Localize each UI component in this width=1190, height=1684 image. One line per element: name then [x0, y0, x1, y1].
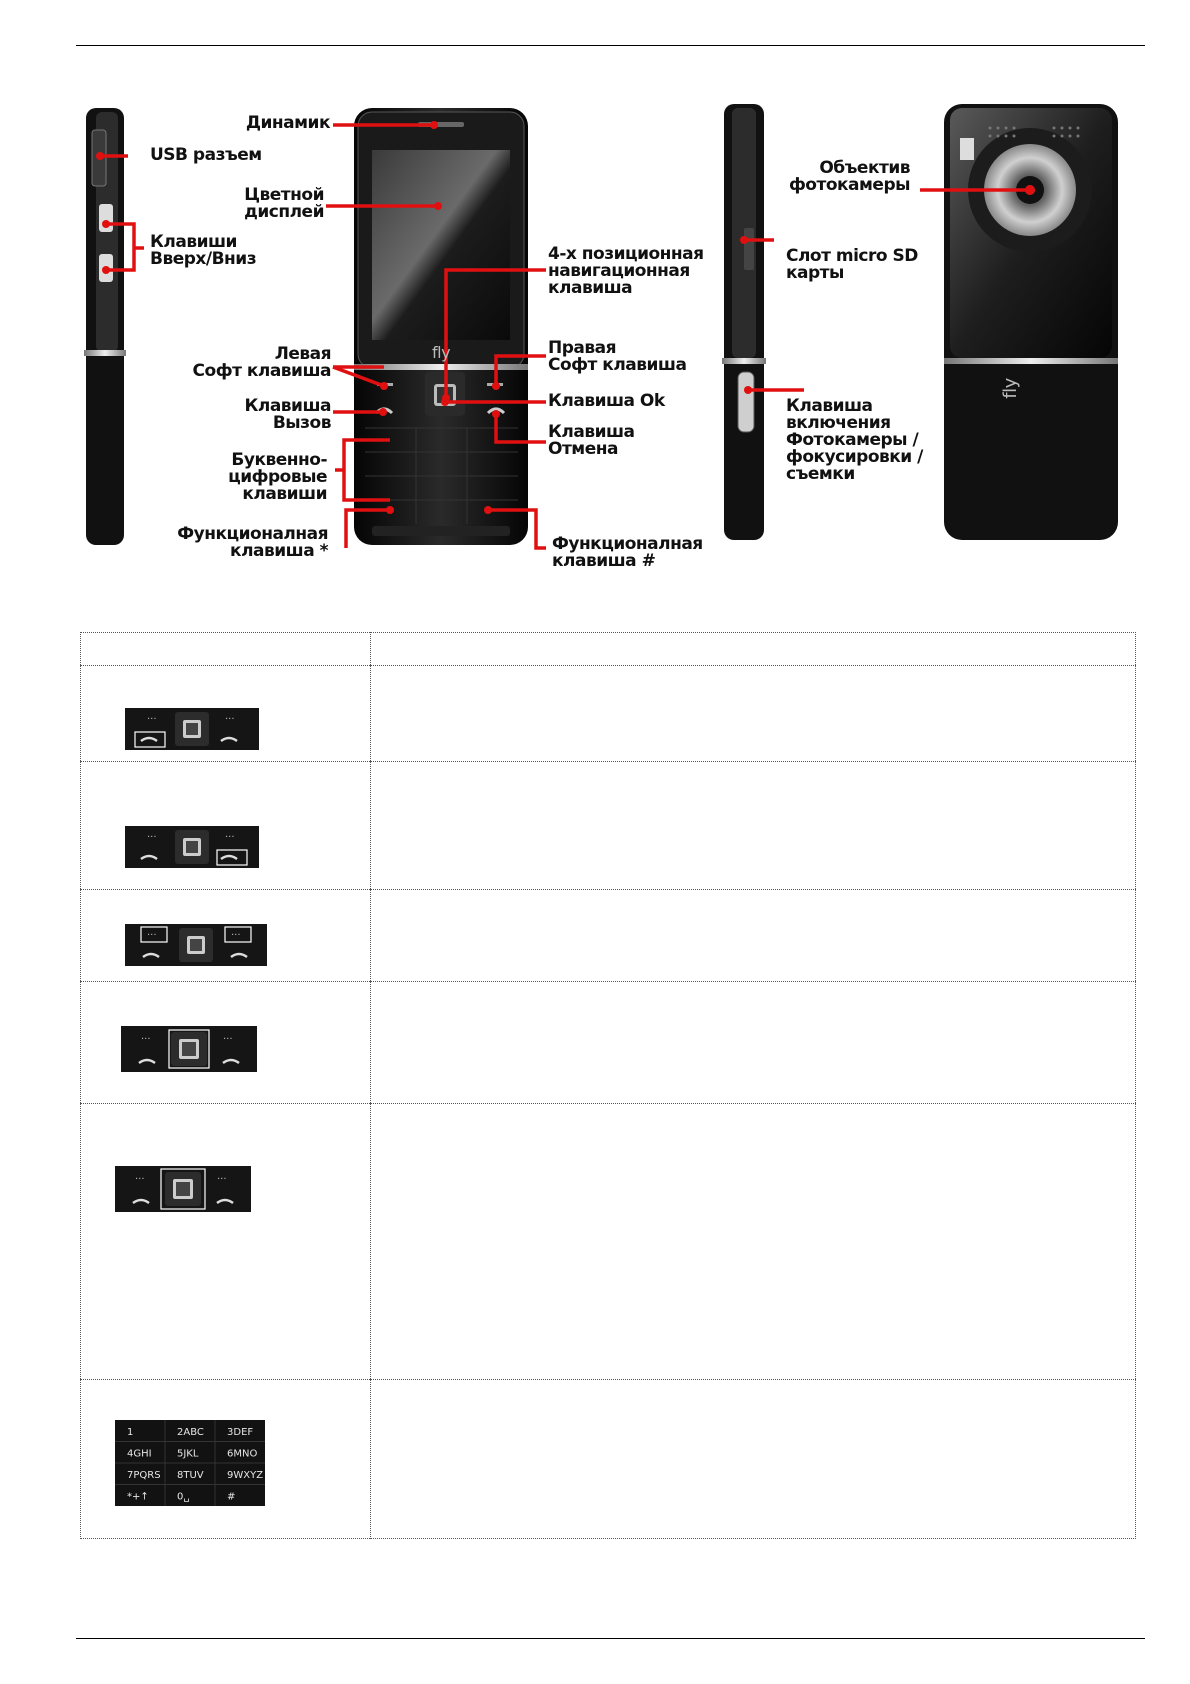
brand-logo-front: fly — [432, 343, 451, 362]
keypad-key-label: *+↑ — [127, 1491, 149, 1503]
phone-front-view — [354, 108, 528, 545]
svg-text:···: ··· — [225, 714, 235, 725]
callout-updown: Клавиши Вверх/Вниз — [150, 232, 257, 269]
table-header-function — [370, 632, 1136, 665]
callout-lens: Объектив фотокамеры — [788, 158, 910, 195]
table-header-key — [80, 632, 370, 665]
brand-logo-back: fly — [999, 378, 1021, 399]
table-row — [80, 1379, 370, 1539]
callout-func-hash: Функционалная клавиша # — [552, 534, 703, 571]
table-row — [80, 889, 370, 981]
table-row — [80, 981, 370, 1103]
table-row — [80, 665, 370, 761]
keypad-key-label: 2ABC — [177, 1427, 204, 1438]
svg-text:···: ··· — [217, 1174, 227, 1185]
svg-text:···: ··· — [225, 832, 235, 843]
phone-diagram — [0, 0, 1190, 600]
svg-text:···: ··· — [147, 930, 157, 941]
callout-func-star: Функционалная клавиша * — [177, 524, 328, 561]
callout-usb: USB разъем — [150, 145, 262, 165]
callout-alnum: Буквенно- цифровые клавиши — [228, 450, 327, 504]
table-row-description — [370, 889, 1136, 981]
svg-text:···: ··· — [223, 1034, 233, 1045]
keypad-key-label: 0␣ — [177, 1491, 190, 1503]
callout-left-soft: Левая Софт клавиша — [192, 344, 331, 381]
table-row — [80, 1103, 370, 1379]
navigation-key-highlight-image — [115, 1166, 251, 1212]
svg-text:···: ··· — [147, 714, 157, 725]
keypad-key-label: 6MNO — [227, 1448, 258, 1460]
table-row-description — [370, 981, 1136, 1103]
callout-sd: Слот micro SD карты — [786, 246, 918, 283]
table-row-description — [370, 1103, 1136, 1379]
callout-call: Клавиша Вызов — [244, 396, 331, 433]
bottom-rule — [76, 1638, 1145, 1639]
keypad-key-label: 1 — [127, 1427, 134, 1438]
callout-right-soft: Правая Софт клавиша — [548, 338, 687, 375]
phone-right-side-view — [722, 104, 766, 540]
keypad-key-label: 3DEF — [227, 1427, 254, 1438]
callout-nav: 4-х позиционная навигационная клавиша — [548, 244, 704, 298]
callout-ok: Клавиша Ok — [548, 391, 665, 411]
soft-keys-highlight-image — [125, 924, 267, 966]
keys-table — [80, 632, 1136, 1551]
table-row-description — [370, 665, 1136, 761]
cancel-key-highlight-image — [125, 826, 259, 868]
keypad-key-label: 5JKL — [177, 1448, 199, 1460]
phone-back-view — [944, 104, 1118, 540]
keypad-key-label: 7PQRS — [127, 1470, 161, 1481]
callout-camera-key: Клавиша включения Фотокамеры / фокусировки / съемки — [786, 396, 923, 484]
svg-text:···: ··· — [231, 930, 241, 941]
keypad-key-label: 8TUV — [177, 1470, 204, 1481]
svg-text:···: ··· — [135, 1174, 145, 1185]
phone-illustration — [0, 0, 1190, 600]
table-row — [80, 761, 370, 889]
keypad-key-label: # — [227, 1491, 236, 1503]
table-row-description — [370, 1379, 1136, 1539]
callout-speaker: Динамик — [245, 113, 330, 133]
svg-text:···: ··· — [147, 832, 157, 843]
table-row-description — [370, 761, 1136, 889]
phone-left-side-view — [84, 108, 126, 545]
alphanumeric-keys-image — [115, 1420, 265, 1506]
ok-key-highlight-image — [121, 1026, 257, 1072]
call-key-highlight-image — [125, 708, 259, 750]
keypad-key-label: 9WXYZ — [227, 1470, 264, 1481]
svg-text:···: ··· — [141, 1034, 151, 1045]
callout-display: Цветной дисплей — [244, 185, 324, 222]
keypad-key-label: 4GHI — [127, 1448, 152, 1460]
callout-cancel: Клавиша Отмена — [548, 422, 635, 459]
